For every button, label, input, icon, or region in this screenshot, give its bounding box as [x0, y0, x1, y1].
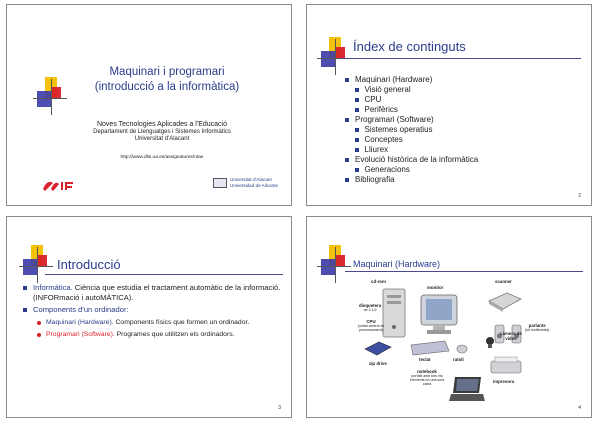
presentation-title: Maquinari i programari (introducció a la informàtica)	[94, 66, 240, 93]
slide-body	[23, 283, 283, 339]
colour-blocks-logo	[317, 37, 351, 75]
slide-3-introduction	[6, 216, 292, 418]
bullet-icon	[355, 148, 359, 152]
label-zip-drive: zip drive	[369, 361, 387, 366]
toc-item: Evolució històrica de la informàtica	[345, 155, 585, 165]
toc-subitem: Visió general	[345, 85, 585, 95]
toc-subitem: Lliurex	[345, 145, 585, 155]
colour-blocks-logo	[317, 245, 351, 283]
list-item: Informàtica. Ciència que estudia el tractament automàtic de la informació. (INFORmació i autoMÀTICA).	[23, 283, 283, 303]
slide-title: Índex de continguts	[353, 39, 466, 54]
label-monitor: monitor	[427, 285, 444, 290]
toc-subitem: Generacions	[345, 165, 585, 175]
toc-item: Programari (Software)	[345, 115, 585, 125]
slide-4-hardware	[306, 216, 592, 418]
department-name: Departament de Llenguatges i Sistemes Informàtics	[93, 128, 231, 135]
label-scanner: scanner	[495, 279, 512, 284]
list-item: Components d'un ordinador:	[23, 305, 283, 315]
dlsi-logo-icon	[41, 177, 75, 193]
scanner-icon	[487, 289, 523, 313]
label-teclat: teclat	[419, 357, 431, 362]
university-seal-icon	[213, 178, 227, 188]
bullet-icon	[345, 178, 349, 182]
label-impresora: impresora	[493, 379, 515, 384]
label-cdrom: cd-rom	[371, 279, 386, 284]
bullet-icon	[355, 168, 359, 172]
title-underline	[345, 271, 583, 272]
toc-subitem: CPU	[345, 95, 585, 105]
slide-title: Introducció	[57, 257, 121, 272]
title-underline	[341, 58, 581, 59]
toc-subitem: Sistemes operatius	[345, 125, 585, 135]
course-name: Noves Tecnologies Aplicades a l'Educació	[96, 121, 227, 128]
slide-title: Maquinari (Hardware)	[353, 259, 441, 269]
bullet-icon	[355, 108, 359, 112]
colour-blocks-logo	[19, 245, 53, 283]
printer-icon	[489, 355, 523, 377]
zip-drive-icon	[363, 339, 393, 359]
label-ratoli: ratolí	[453, 357, 464, 362]
slide-number: 4	[578, 405, 581, 411]
slide-2-index	[306, 4, 592, 206]
monitor-icon	[419, 293, 459, 337]
label-camera: càmera de vídeo	[500, 331, 522, 341]
bullet-icon	[355, 88, 359, 92]
video-camera-icon	[483, 335, 497, 349]
sub-list-item: Programari (Software). Programes que utilitzen els ordinadors.	[23, 330, 283, 339]
bullet-icon	[355, 128, 359, 132]
keyboard-icon	[407, 339, 451, 357]
university-name: Universitat d'Alacant	[134, 136, 190, 142]
bullet-icon	[345, 118, 349, 122]
course-url: http://www.dlsi.ua.es/assignatures/ntae	[120, 155, 204, 160]
colour-blocks-logo	[33, 77, 67, 115]
bullet-icon	[355, 138, 359, 142]
table-of-contents	[345, 75, 585, 185]
notebook-icon	[447, 375, 487, 405]
toc-subitem: Conceptes	[345, 135, 585, 145]
slide-number: 2	[578, 193, 581, 199]
slide-number: 3	[278, 405, 281, 411]
bullet-icon	[355, 98, 359, 102]
slide-1-title	[6, 4, 292, 206]
toc-item: Maquinari (Hardware)	[345, 75, 585, 85]
university-logo: Universitat d'Alacant Universidad de Alicante	[213, 177, 278, 188]
label-disquetera: disquetera de 3 1/2	[359, 303, 382, 312]
bullet-icon	[345, 158, 349, 162]
course-info	[47, 121, 277, 144]
label-notebook: notebook portàtil amb tots els elements en una sola caixa	[409, 369, 445, 386]
label-parlants: parlants (kit multimèdia)	[525, 323, 550, 332]
bullet-icon	[345, 78, 349, 82]
title-underline	[45, 274, 283, 275]
toc-subitem: Perifèrics	[345, 105, 585, 115]
toc-item: Bibliografia	[345, 175, 585, 185]
label-cpu: CPU (unitat central de processament)	[357, 319, 385, 332]
mouse-icon	[455, 343, 469, 355]
sub-list-item: Maquinari (Hardware). Components físics que formen un ordinador.	[23, 318, 283, 327]
